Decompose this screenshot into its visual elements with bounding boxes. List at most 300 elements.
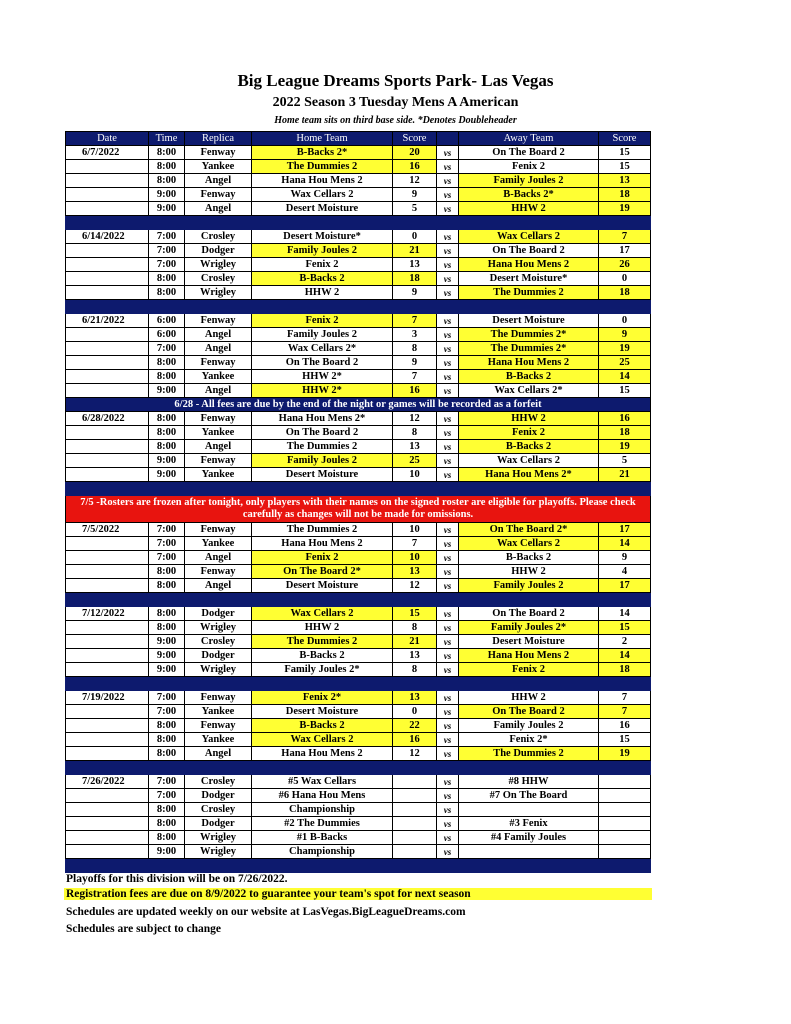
game-row — [66, 579, 651, 593]
time-cell: 8:00 — [149, 174, 185, 188]
field-cell: Fenway — [185, 412, 252, 426]
time-cell: 9:00 — [149, 454, 185, 468]
vs-cell: vs — [437, 789, 459, 803]
away-team-cell: HHW 2 — [459, 412, 599, 426]
home-team-cell: HHW 2* — [252, 384, 393, 398]
vs-cell: vs — [437, 523, 459, 537]
away-team-cell: B-Backs 2* — [459, 188, 599, 202]
vs-cell: vs — [437, 649, 459, 663]
spacer-cell — [66, 593, 651, 607]
field-cell: Fenway — [185, 719, 252, 733]
field-cell: Dodger — [185, 817, 252, 831]
away-score-cell: 5 — [599, 454, 651, 468]
away-score-cell — [599, 803, 651, 817]
home-score-cell: 16 — [393, 733, 437, 747]
date-cell — [66, 551, 149, 565]
game-row — [66, 384, 651, 398]
home-score-cell: 12 — [393, 579, 437, 593]
date-cell — [66, 789, 149, 803]
vs-cell: vs — [437, 230, 459, 244]
home-team-cell: Hana Hou Mens 2 — [252, 747, 393, 761]
time-cell: 8:00 — [149, 160, 185, 174]
field-cell: Dodger — [185, 607, 252, 621]
field-cell: Yankee — [185, 160, 252, 174]
away-team-cell: Family Joules 2 — [459, 579, 599, 593]
away-score-cell — [599, 789, 651, 803]
game-row — [66, 551, 651, 565]
away-score-cell: 18 — [599, 426, 651, 440]
game-row — [66, 230, 651, 244]
field-cell: Fenway — [185, 565, 252, 579]
time-cell: 8:00 — [149, 579, 185, 593]
game-row — [66, 174, 651, 188]
home-team-cell: Fenix 2 — [252, 258, 393, 272]
home-team-cell: #5 Wax Cellars — [252, 775, 393, 789]
vs-cell: vs — [437, 146, 459, 160]
home-score-cell — [393, 845, 437, 859]
home-team-cell: The Dummies 2 — [252, 160, 393, 174]
home-team-cell: Wax Cellars 2* — [252, 342, 393, 356]
col-away-team: Away Team — [459, 132, 599, 146]
time-cell: 7:00 — [149, 775, 185, 789]
time-cell: 7:00 — [149, 244, 185, 258]
away-team-cell: #4 Family Joules — [459, 831, 599, 845]
game-row — [66, 244, 651, 258]
date-cell — [66, 579, 149, 593]
field-cell: Wrigley — [185, 831, 252, 845]
field-cell: Crosley — [185, 272, 252, 286]
home-team-cell: On The Board 2 — [252, 426, 393, 440]
spacer-row — [66, 300, 651, 314]
vs-cell: vs — [437, 426, 459, 440]
home-team-cell: Wax Cellars 2 — [252, 733, 393, 747]
home-score-cell: 21 — [393, 244, 437, 258]
home-score-cell: 13 — [393, 649, 437, 663]
fee-notice-row — [66, 398, 651, 412]
game-row — [66, 328, 651, 342]
away-team-cell: B-Backs 2 — [459, 370, 599, 384]
date-cell: 6/21/2022 — [66, 314, 149, 328]
vs-cell: vs — [437, 188, 459, 202]
time-cell: 8:00 — [149, 831, 185, 845]
vs-cell: vs — [437, 663, 459, 677]
time-cell: 7:00 — [149, 230, 185, 244]
home-score-cell: 5 — [393, 202, 437, 216]
vs-cell: vs — [437, 803, 459, 817]
field-cell: Yankee — [185, 468, 252, 482]
game-row — [66, 202, 651, 216]
field-cell: Crosley — [185, 230, 252, 244]
game-row — [66, 286, 651, 300]
date-cell — [66, 440, 149, 454]
date-cell — [66, 286, 149, 300]
vs-cell: vs — [437, 454, 459, 468]
home-score-cell: 9 — [393, 286, 437, 300]
date-cell — [66, 384, 149, 398]
home-team-cell: Desert Moisture — [252, 202, 393, 216]
time-cell: 9:00 — [149, 188, 185, 202]
home-score-cell: 0 — [393, 705, 437, 719]
date-cell — [66, 803, 149, 817]
game-row — [66, 188, 651, 202]
field-cell: Crosley — [185, 803, 252, 817]
away-score-cell: 14 — [599, 537, 651, 551]
field-cell: Angel — [185, 551, 252, 565]
away-score-cell: 15 — [599, 384, 651, 398]
away-team-cell: Hana Hou Mens 2* — [459, 468, 599, 482]
vs-cell: vs — [437, 202, 459, 216]
time-cell: 9:00 — [149, 635, 185, 649]
away-team-cell: Family Joules 2* — [459, 621, 599, 635]
away-team-cell: #8 HHW — [459, 775, 599, 789]
field-cell: Angel — [185, 747, 252, 761]
home-score-cell: 22 — [393, 719, 437, 733]
home-score-cell: 8 — [393, 621, 437, 635]
game-row — [66, 342, 651, 356]
game-row — [66, 705, 651, 719]
away-team-cell: Family Joules 2 — [459, 174, 599, 188]
home-score-cell: 12 — [393, 174, 437, 188]
date-cell: 7/19/2022 — [66, 691, 149, 705]
col-home-team: Home Team — [252, 132, 393, 146]
col-replica: Replica — [185, 132, 252, 146]
away-score-cell: 9 — [599, 328, 651, 342]
away-score-cell: 7 — [599, 705, 651, 719]
vs-cell: vs — [437, 831, 459, 845]
away-score-cell: 13 — [599, 174, 651, 188]
away-team-cell: Wax Cellars 2 — [459, 230, 599, 244]
spacer-row — [66, 859, 651, 873]
date-cell — [66, 258, 149, 272]
col-vs — [437, 132, 459, 146]
field-cell: Wrigley — [185, 663, 252, 677]
date-cell — [66, 272, 149, 286]
game-row — [66, 775, 651, 789]
game-row — [66, 649, 651, 663]
vs-cell: vs — [437, 635, 459, 649]
home-team-cell: B-Backs 2 — [252, 719, 393, 733]
away-score-cell: 16 — [599, 719, 651, 733]
vs-cell: vs — [437, 356, 459, 370]
home-team-cell: On The Board 2* — [252, 565, 393, 579]
date-cell — [66, 454, 149, 468]
home-team-cell: Fenix 2* — [252, 691, 393, 705]
game-row — [66, 258, 651, 272]
away-score-cell: 15 — [599, 146, 651, 160]
vs-cell: vs — [437, 691, 459, 705]
col-time: Time — [149, 132, 185, 146]
game-row — [66, 468, 651, 482]
time-cell: 8:00 — [149, 803, 185, 817]
vs-cell: vs — [437, 705, 459, 719]
away-score-cell: 0 — [599, 314, 651, 328]
game-row — [66, 272, 651, 286]
away-team-cell: Desert Moisture — [459, 635, 599, 649]
home-score-cell: 12 — [393, 412, 437, 426]
field-cell: Fenway — [185, 523, 252, 537]
field-cell: Wrigley — [185, 845, 252, 859]
away-team-cell: On The Board 2 — [459, 146, 599, 160]
date-cell — [66, 663, 149, 677]
vs-cell: vs — [437, 440, 459, 454]
vs-cell: vs — [437, 286, 459, 300]
date-cell — [66, 649, 149, 663]
time-cell: 8:00 — [149, 370, 185, 384]
away-team-cell: Family Joules 2 — [459, 719, 599, 733]
home-team-cell: Desert Moisture — [252, 705, 393, 719]
away-score-cell: 19 — [599, 440, 651, 454]
home-team-cell: Championship — [252, 845, 393, 859]
field-cell: Yankee — [185, 705, 252, 719]
game-row — [66, 607, 651, 621]
vs-cell: vs — [437, 160, 459, 174]
away-team-cell: Fenix 2 — [459, 663, 599, 677]
spacer-row — [66, 677, 651, 691]
away-team-cell: The Dummies 2 — [459, 286, 599, 300]
date-cell: 6/14/2022 — [66, 230, 149, 244]
home-team-cell: Hana Hou Mens 2* — [252, 412, 393, 426]
away-score-cell — [599, 775, 651, 789]
date-cell — [66, 468, 149, 482]
date-cell — [66, 747, 149, 761]
home-team-cell: Wax Cellars 2 — [252, 607, 393, 621]
home-team-cell: Fenix 2 — [252, 551, 393, 565]
away-team-cell: Desert Moisture — [459, 314, 599, 328]
home-score-cell: 7 — [393, 537, 437, 551]
time-cell: 8:00 — [149, 286, 185, 300]
home-team-cell: Family Joules 2* — [252, 663, 393, 677]
away-team-cell: HHW 2 — [459, 202, 599, 216]
date-cell — [66, 565, 149, 579]
away-score-cell: 17 — [599, 244, 651, 258]
game-row — [66, 831, 651, 845]
home-team-cell: Wax Cellars 2 — [252, 188, 393, 202]
spacer-cell — [66, 859, 651, 873]
home-score-cell: 9 — [393, 188, 437, 202]
game-row — [66, 523, 651, 537]
time-cell: 8:00 — [149, 719, 185, 733]
date-cell — [66, 356, 149, 370]
field-cell: Dodger — [185, 789, 252, 803]
home-score-cell: 16 — [393, 160, 437, 174]
date-cell — [66, 845, 149, 859]
away-score-cell: 7 — [599, 230, 651, 244]
field-cell: Fenway — [185, 454, 252, 468]
time-cell: 7:00 — [149, 342, 185, 356]
time-cell: 9:00 — [149, 384, 185, 398]
date-cell — [66, 202, 149, 216]
home-team-cell: #6 Hana Hou Mens — [252, 789, 393, 803]
time-cell: 8:00 — [149, 733, 185, 747]
time-cell: 7:00 — [149, 551, 185, 565]
game-row — [66, 454, 651, 468]
field-cell: Yankee — [185, 370, 252, 384]
game-row — [66, 663, 651, 677]
away-score-cell: 18 — [599, 663, 651, 677]
time-cell: 8:00 — [149, 440, 185, 454]
home-score-cell: 20 — [393, 146, 437, 160]
vs-cell: vs — [437, 817, 459, 831]
time-cell: 9:00 — [149, 649, 185, 663]
date-cell — [66, 328, 149, 342]
home-score-cell: 10 — [393, 468, 437, 482]
vs-cell: vs — [437, 551, 459, 565]
vs-cell: vs — [437, 565, 459, 579]
away-team-cell: HHW 2 — [459, 565, 599, 579]
game-row — [66, 314, 651, 328]
home-team-cell: Fenix 2 — [252, 314, 393, 328]
away-score-cell: 7 — [599, 691, 651, 705]
away-team-cell: On The Board 2 — [459, 607, 599, 621]
home-score-cell: 13 — [393, 440, 437, 454]
home-team-cell: Hana Hou Mens 2 — [252, 537, 393, 551]
game-row — [66, 803, 651, 817]
playoffs-note: Playoffs for this division will be on 7/26/2022. — [66, 873, 288, 885]
away-score-cell: 4 — [599, 565, 651, 579]
home-score-cell: 16 — [393, 384, 437, 398]
vs-cell: vs — [437, 174, 459, 188]
away-score-cell: 18 — [599, 286, 651, 300]
field-cell: Wrigley — [185, 621, 252, 635]
away-team-cell: B-Backs 2 — [459, 440, 599, 454]
game-row — [66, 733, 651, 747]
game-row — [66, 426, 651, 440]
vs-cell: vs — [437, 314, 459, 328]
date-cell — [66, 719, 149, 733]
away-score-cell: 14 — [599, 370, 651, 384]
away-team-cell: Wax Cellars 2* — [459, 384, 599, 398]
field-cell: Angel — [185, 174, 252, 188]
registration-note: Registration fees are due on 8/9/2022 to guarantee your team's spot for next season — [64, 888, 652, 900]
time-cell: 9:00 — [149, 845, 185, 859]
away-team-cell: Hana Hou Mens 2 — [459, 356, 599, 370]
game-row — [66, 635, 651, 649]
away-team-cell: Wax Cellars 2 — [459, 454, 599, 468]
vs-cell: vs — [437, 468, 459, 482]
game-row — [66, 719, 651, 733]
vs-cell: vs — [437, 272, 459, 286]
spacer-row — [66, 761, 651, 775]
field-cell: Yankee — [185, 426, 252, 440]
home-team-cell: HHW 2* — [252, 370, 393, 384]
away-team-cell: Fenix 2* — [459, 733, 599, 747]
home-score-cell: 9 — [393, 356, 437, 370]
time-cell: 7:00 — [149, 789, 185, 803]
home-team-cell: Desert Moisture — [252, 579, 393, 593]
vs-cell: vs — [437, 258, 459, 272]
field-cell: Yankee — [185, 537, 252, 551]
away-score-cell: 17 — [599, 579, 651, 593]
field-cell: Fenway — [185, 691, 252, 705]
away-score-cell: 14 — [599, 649, 651, 663]
away-score-cell — [599, 817, 651, 831]
game-row — [66, 817, 651, 831]
away-score-cell: 0 — [599, 272, 651, 286]
page-title: Big League Dreams Sports Park- Las Vegas — [237, 71, 554, 90]
home-score-cell — [393, 831, 437, 845]
field-cell: Wrigley — [185, 258, 252, 272]
date-cell: 7/26/2022 — [66, 775, 149, 789]
subject-note: Schedules are subject to change — [66, 923, 222, 935]
schedule-table — [65, 131, 651, 873]
time-cell: 7:00 — [149, 523, 185, 537]
spacer-cell — [66, 300, 651, 314]
vs-cell: vs — [437, 244, 459, 258]
vs-cell: vs — [437, 579, 459, 593]
date-cell — [66, 831, 149, 845]
game-row — [66, 356, 651, 370]
time-cell: 8:00 — [149, 146, 185, 160]
away-team-cell: The Dummies 2* — [459, 342, 599, 356]
home-score-cell: 25 — [393, 454, 437, 468]
home-team-cell: The Dummies 2 — [252, 635, 393, 649]
date-cell — [66, 160, 149, 174]
away-team-cell: #7 On The Board — [459, 789, 599, 803]
time-cell: 8:00 — [149, 412, 185, 426]
date-cell — [66, 635, 149, 649]
field-cell: Angel — [185, 440, 252, 454]
away-score-cell: 26 — [599, 258, 651, 272]
header-row — [66, 132, 651, 146]
home-team-cell: Family Joules 2 — [252, 328, 393, 342]
away-team-cell: Hana Hou Mens 2 — [459, 649, 599, 663]
field-cell: Dodger — [185, 649, 252, 663]
away-score-cell: 14 — [599, 607, 651, 621]
home-team-cell: B-Backs 2* — [252, 146, 393, 160]
home-team-cell: HHW 2 — [252, 286, 393, 300]
home-team-cell: Family Joules 2 — [252, 454, 393, 468]
home-team-cell: Desert Moisture — [252, 468, 393, 482]
home-score-cell: 0 — [393, 230, 437, 244]
time-cell: 6:00 — [149, 314, 185, 328]
time-cell: 8:00 — [149, 607, 185, 621]
game-row — [66, 747, 651, 761]
away-score-cell — [599, 845, 651, 859]
field-cell: Angel — [185, 384, 252, 398]
away-score-cell: 18 — [599, 188, 651, 202]
away-team-cell: On The Board 2* — [459, 523, 599, 537]
home-score-cell: 8 — [393, 342, 437, 356]
website-note: Schedules are updated weekly on our website at LasVegas.BigLeagueDreams.com — [66, 906, 466, 918]
home-team-cell: #2 The Dummies — [252, 817, 393, 831]
date-cell — [66, 537, 149, 551]
game-row — [66, 845, 651, 859]
col-home-score: Score — [393, 132, 437, 146]
away-score-cell: 25 — [599, 356, 651, 370]
home-score-cell: 12 — [393, 747, 437, 761]
away-team-cell: On The Board 2 — [459, 244, 599, 258]
game-row — [66, 370, 651, 384]
home-score-cell: 3 — [393, 328, 437, 342]
home-score-cell: 10 — [393, 523, 437, 537]
game-row — [66, 537, 651, 551]
home-team-cell: The Dummies 2 — [252, 523, 393, 537]
home-score-cell: 21 — [393, 635, 437, 649]
vs-cell: vs — [437, 342, 459, 356]
date-cell — [66, 342, 149, 356]
field-cell: Fenway — [185, 356, 252, 370]
time-cell: 7:00 — [149, 537, 185, 551]
away-score-cell: 2 — [599, 635, 651, 649]
away-team-cell: Fenix 2 — [459, 426, 599, 440]
away-score-cell: 9 — [599, 551, 651, 565]
field-cell: Angel — [185, 202, 252, 216]
vs-cell: vs — [437, 537, 459, 551]
away-score-cell: 21 — [599, 468, 651, 482]
game-row — [66, 565, 651, 579]
game-row — [66, 440, 651, 454]
field-cell: Angel — [185, 579, 252, 593]
